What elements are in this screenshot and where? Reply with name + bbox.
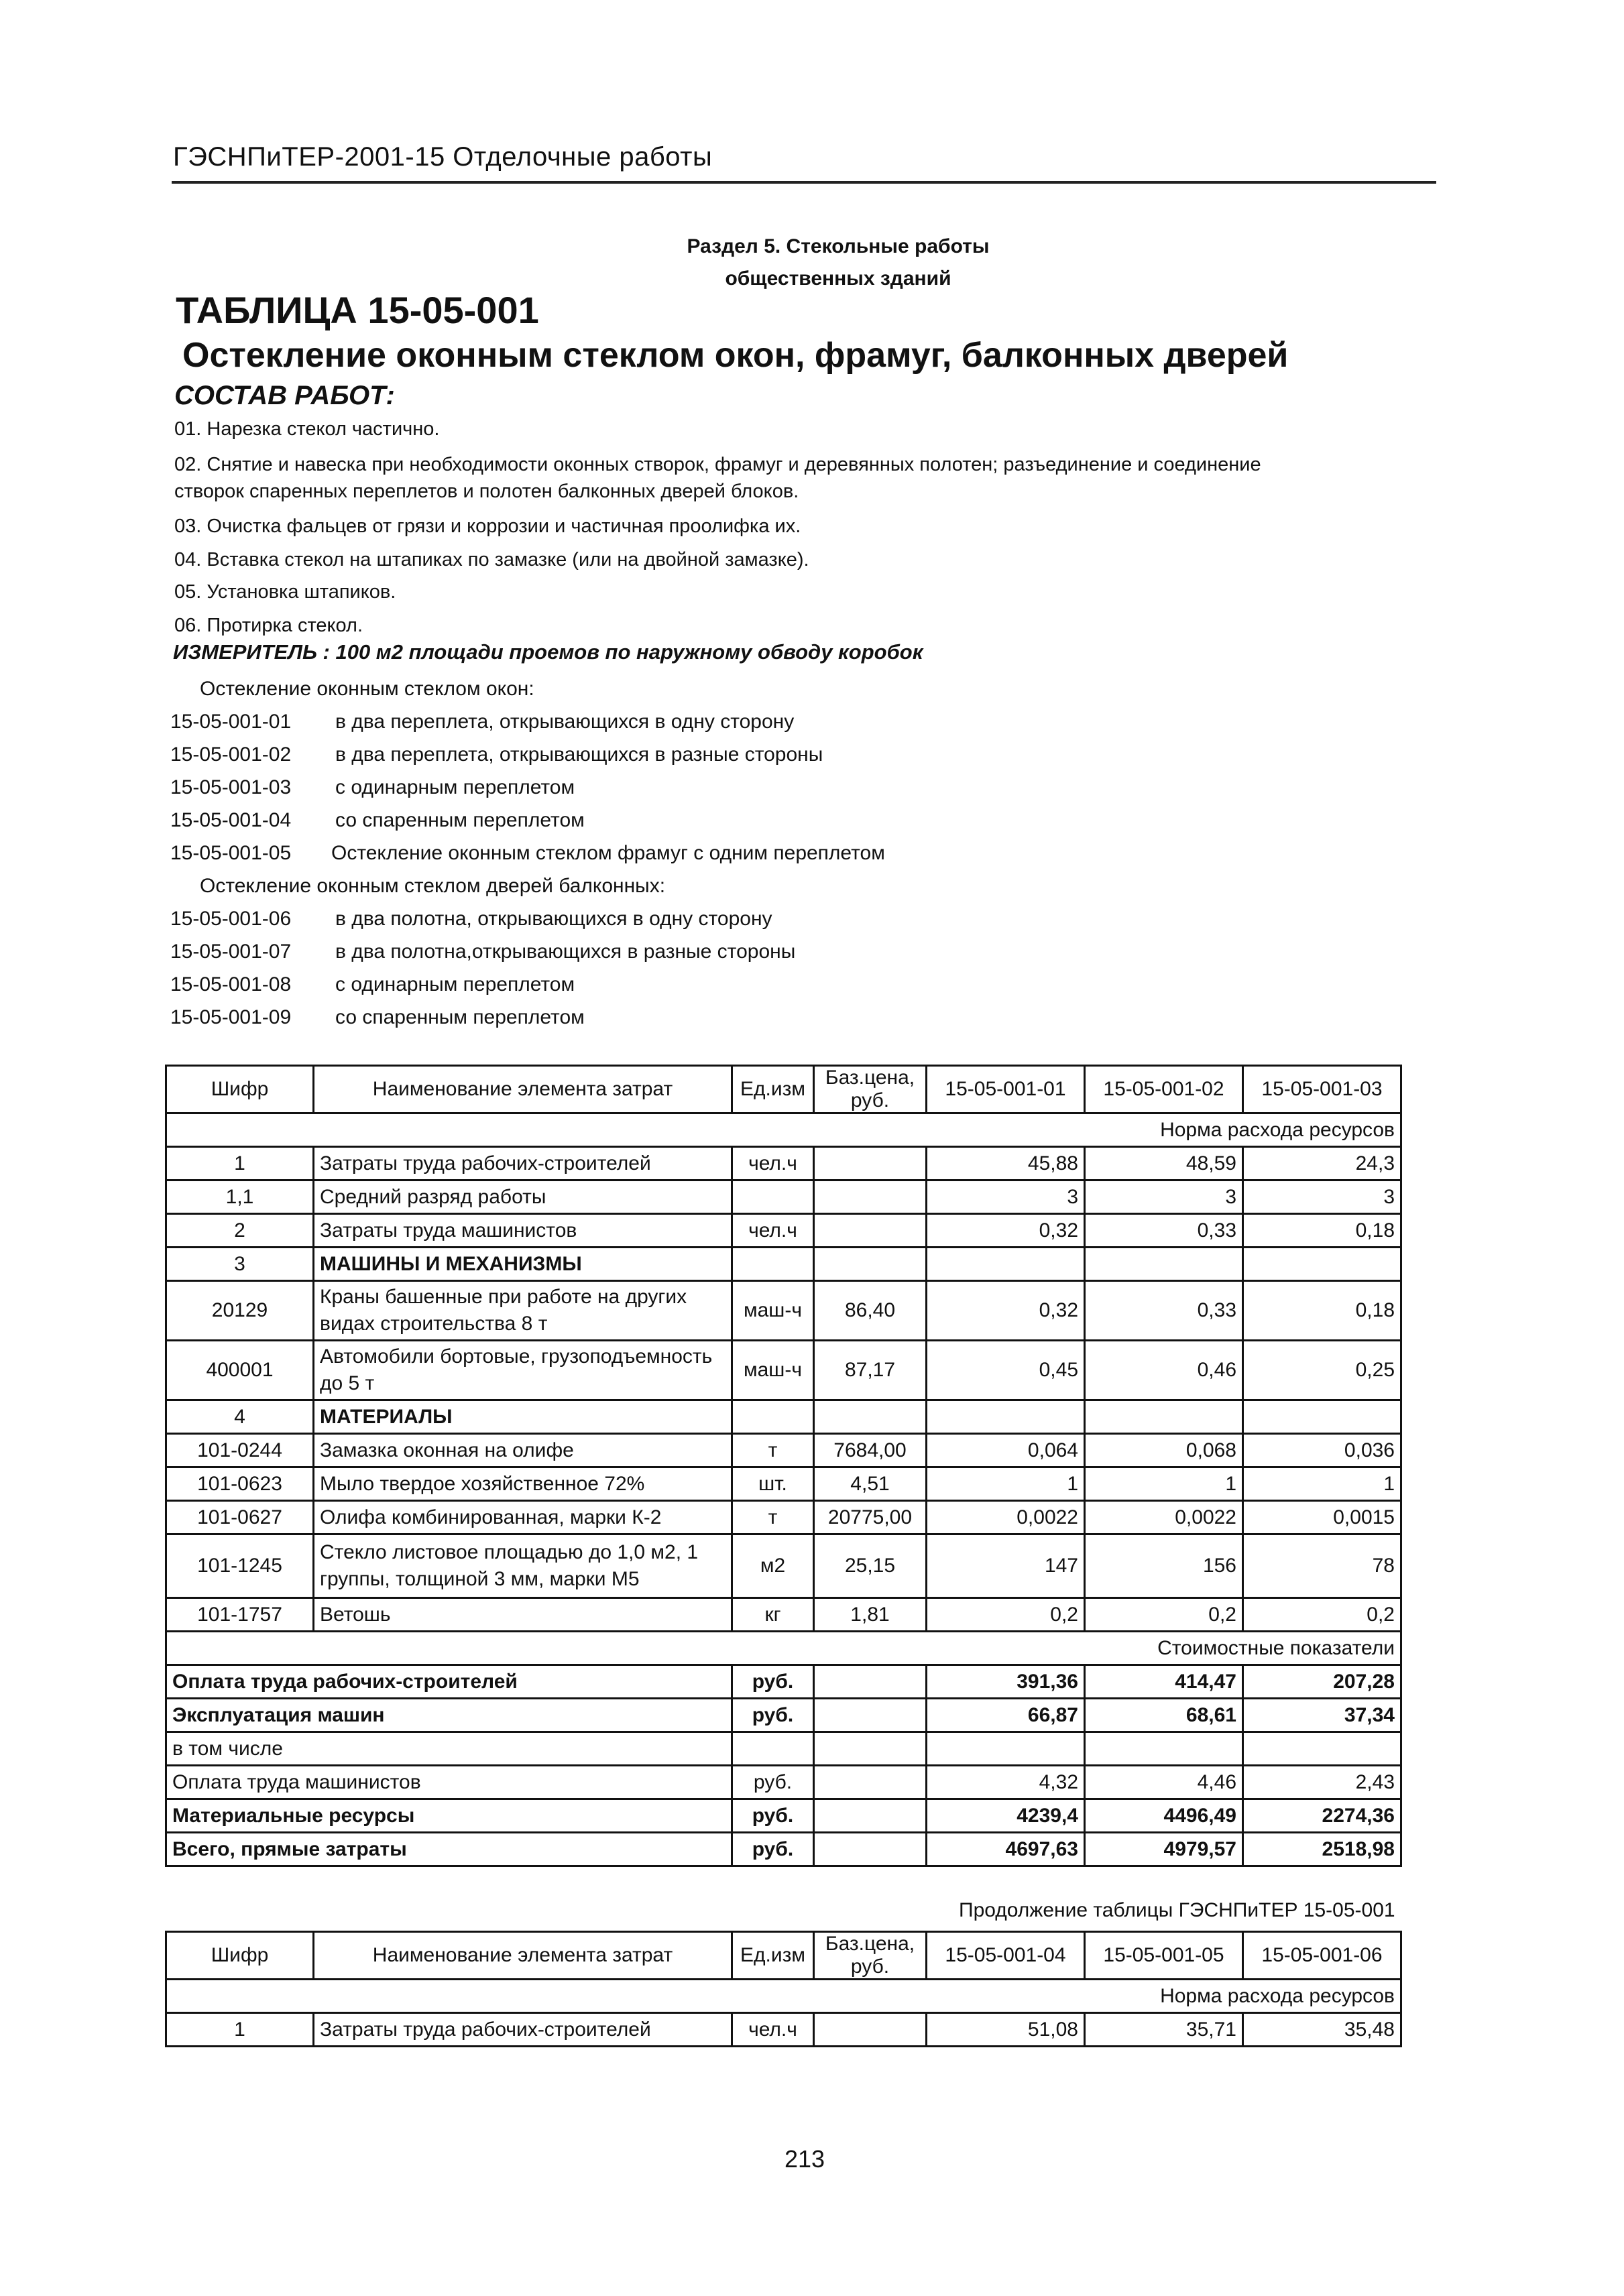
table-continuation-label: Продолжение таблицы ГЭСНПиТЕР 15-05-001 bbox=[959, 1899, 1395, 1921]
norma-label: Норма расхода ресурсов bbox=[166, 1980, 1401, 2013]
cell: 1,1 bbox=[166, 1181, 314, 1214]
table-row bbox=[166, 1400, 1401, 1434]
main-title: Остекление оконным стеклом окон, фрамуг, балконных дверей bbox=[182, 336, 1289, 375]
work-item: 01. Нарезка стекол частично. bbox=[174, 418, 440, 440]
cell: 0,18 bbox=[1243, 1214, 1401, 1248]
item-code: 15-05-001-08 bbox=[170, 973, 292, 995]
cell bbox=[814, 1799, 927, 1833]
table-id: ТАБЛИЦА 15-05-001 bbox=[176, 289, 539, 331]
cell: руб. bbox=[732, 1799, 814, 1833]
header-cell: Ед.изм bbox=[732, 1932, 814, 1980]
table-row bbox=[166, 1248, 1401, 1281]
cell: 2274,36 bbox=[1243, 1799, 1401, 1833]
item-code: 15-05-001-03 bbox=[170, 776, 292, 798]
header-rule bbox=[172, 181, 1436, 184]
cell: Эксплуатация машин bbox=[166, 1699, 732, 1732]
cell: 0,068 bbox=[1085, 1434, 1243, 1467]
section-title bbox=[630, 231, 1046, 295]
group-heading-windows: Остекление оконным стеклом окон: bbox=[200, 678, 534, 700]
cell: 101-1757 bbox=[166, 1598, 314, 1632]
header-cell: Наименование элемента затрат bbox=[314, 1932, 732, 1980]
cell: 4239,4 bbox=[927, 1799, 1085, 1833]
header-cell: Ед.изм bbox=[732, 1066, 814, 1113]
cell: 0,46 bbox=[1085, 1341, 1243, 1400]
cell: руб. bbox=[732, 1833, 814, 1866]
cell: 0,33 bbox=[1085, 1214, 1243, 1248]
cell: Замазка оконная на олифе bbox=[314, 1434, 732, 1467]
table-row bbox=[166, 1467, 1401, 1501]
table-row bbox=[166, 1434, 1401, 1467]
table-row bbox=[166, 1598, 1401, 1632]
cell: 4,32 bbox=[927, 1766, 1085, 1799]
work-item: 04. Вставка стекол на штапиках по замазке (или на двойной замазке). bbox=[174, 549, 809, 570]
header-cell: Наименование элемента затрат bbox=[314, 1066, 732, 1113]
cell: 35,71 bbox=[1085, 2013, 1243, 2047]
work-item: 06. Протирка стекол. bbox=[174, 615, 363, 636]
cell: 0,33 bbox=[1085, 1281, 1243, 1341]
cell bbox=[1085, 1248, 1243, 1281]
cell: кг bbox=[732, 1598, 814, 1632]
cell bbox=[814, 1147, 927, 1181]
work-item: 02. Снятие и навеска при необходимости оконных створок, фрамуг и деревянных полотен; разъединение и соединение bbox=[174, 454, 1261, 475]
cell: 37,34 bbox=[1243, 1699, 1401, 1732]
cell: руб. bbox=[732, 1699, 814, 1732]
cell bbox=[814, 1699, 927, 1732]
item-code: 15-05-001-09 bbox=[170, 1006, 292, 1028]
cell: шт. bbox=[732, 1467, 814, 1501]
cell: 0,2 bbox=[927, 1598, 1085, 1632]
work-item: 03. Очистка фальцев от грязи и коррозии и частичная проолифка их. bbox=[174, 516, 801, 537]
cell bbox=[814, 2013, 927, 2047]
cell: 35,48 bbox=[1243, 2013, 1401, 2047]
cell: маш-ч bbox=[732, 1341, 814, 1400]
cell bbox=[814, 1400, 927, 1434]
cell bbox=[814, 1181, 927, 1214]
cell: Краны башенные при работе на других видах строительства 8 т bbox=[314, 1281, 732, 1341]
cell: 2,43 bbox=[1243, 1766, 1401, 1799]
header-cell: Баз.цена, руб. bbox=[814, 1932, 927, 1980]
cell: руб. bbox=[732, 1766, 814, 1799]
table-row bbox=[166, 1214, 1401, 1248]
cell: 4697,63 bbox=[927, 1833, 1085, 1866]
table-header-row bbox=[166, 1066, 1401, 1113]
cell: 45,88 bbox=[927, 1147, 1085, 1181]
cell bbox=[732, 1181, 814, 1214]
cell: 101-0623 bbox=[166, 1467, 314, 1501]
cell: 0,2 bbox=[1243, 1598, 1401, 1632]
cell: т bbox=[732, 1434, 814, 1467]
cell: 51,08 bbox=[927, 2013, 1085, 2047]
item-desc: в два полотна,открывающихся в разные стороны bbox=[335, 941, 796, 963]
table-row bbox=[166, 2013, 1401, 2047]
cost-row bbox=[166, 1833, 1401, 1866]
cell: 68,61 bbox=[1085, 1699, 1243, 1732]
cell: Затраты труда машинистов bbox=[314, 1214, 732, 1248]
item-code: 15-05-001-04 bbox=[170, 809, 292, 831]
cell: 0,45 bbox=[927, 1341, 1085, 1400]
cell: 66,87 bbox=[927, 1699, 1085, 1732]
item-code: 15-05-001-01 bbox=[170, 711, 292, 733]
item-code: 15-05-001-05 bbox=[170, 842, 292, 864]
cell: 2518,98 bbox=[1243, 1833, 1401, 1866]
cell: 25,15 bbox=[814, 1534, 927, 1598]
cell: 2 bbox=[166, 1214, 314, 1248]
section-title-line1: Раздел 5. Стекольные работы bbox=[687, 235, 990, 257]
cell: чел.ч bbox=[732, 1214, 814, 1248]
cell: 101-1245 bbox=[166, 1534, 314, 1598]
cell: МАШИНЫ И МЕХАНИЗМЫ bbox=[314, 1248, 732, 1281]
table-row bbox=[166, 1147, 1401, 1181]
cell: т bbox=[732, 1501, 814, 1534]
cell: Всего, прямые затраты bbox=[166, 1833, 732, 1866]
cell: Мыло твердое хозяйственное 72% bbox=[314, 1467, 732, 1501]
norma-label: Норма расхода ресурсов bbox=[166, 1113, 1401, 1147]
header-cell: 15-05-001-05 bbox=[1085, 1932, 1243, 1980]
cell: Оплата труда рабочих-строителей bbox=[166, 1665, 732, 1699]
cell bbox=[927, 1248, 1085, 1281]
cost-indicators-row bbox=[166, 1632, 1401, 1665]
section-title-line2: общественных зданий bbox=[725, 267, 951, 290]
cell bbox=[1085, 1400, 1243, 1434]
cell: 0,2 bbox=[1085, 1598, 1243, 1632]
work-item: 05. Установка штапиков. bbox=[174, 581, 396, 603]
cost-row bbox=[166, 1665, 1401, 1699]
continuation-table bbox=[165, 1931, 1402, 2047]
cell: чел.ч bbox=[732, 1147, 814, 1181]
cell bbox=[732, 1732, 814, 1766]
table-header-row bbox=[166, 1932, 1401, 1980]
item-desc: с одинарным переплетом bbox=[335, 973, 575, 995]
cell: руб. bbox=[732, 1665, 814, 1699]
cell bbox=[1243, 1732, 1401, 1766]
item-desc: со спаренным переплетом bbox=[335, 809, 585, 831]
cell: 1 bbox=[166, 1147, 314, 1181]
cell bbox=[814, 1665, 927, 1699]
cell: 391,36 bbox=[927, 1665, 1085, 1699]
cell: 1 bbox=[1243, 1467, 1401, 1501]
item-code: 15-05-001-07 bbox=[170, 941, 292, 963]
cell: Оплата труда машинистов bbox=[166, 1766, 732, 1799]
measure-unit: ИЗМЕРИТЕЛЬ : 100 м2 площади проемов по наружному обводу коробок bbox=[173, 640, 923, 664]
cell: 4 bbox=[166, 1400, 314, 1434]
group-heading-doors: Остекление оконным стеклом дверей балконных: bbox=[200, 875, 666, 897]
running-header: ГЭСНПиТЕР-2001-15 Отделочные работы bbox=[173, 142, 713, 172]
cell bbox=[814, 1214, 927, 1248]
cost-row bbox=[166, 1799, 1401, 1833]
cell: 101-0627 bbox=[166, 1501, 314, 1534]
cell: Автомобили бортовые, грузоподъемность до 5 т bbox=[314, 1341, 732, 1400]
cell: 147 bbox=[927, 1534, 1085, 1598]
header-cell: 15-05-001-04 bbox=[927, 1932, 1085, 1980]
header-cell: 15-05-001-06 bbox=[1243, 1932, 1401, 1980]
cell: 20129 bbox=[166, 1281, 314, 1341]
cell: 207,28 bbox=[1243, 1665, 1401, 1699]
cell: 1 bbox=[927, 1467, 1085, 1501]
cell: 0,036 bbox=[1243, 1434, 1401, 1467]
cell: чел.ч bbox=[732, 2013, 814, 2047]
item-desc: со спаренным переплетом bbox=[335, 1006, 585, 1028]
cell: 0,0015 bbox=[1243, 1501, 1401, 1534]
cell bbox=[732, 1248, 814, 1281]
cell: 4,46 bbox=[1085, 1766, 1243, 1799]
cell: 48,59 bbox=[1085, 1147, 1243, 1181]
cell: Затраты труда рабочих-строителей bbox=[314, 1147, 732, 1181]
cell: Стекло листовое площадью до 1,0 м2, 1 группы, толщиной 3 мм, марки М5 bbox=[314, 1534, 732, 1598]
header-cell: Шифр bbox=[166, 1932, 314, 1980]
item-code: 15-05-001-06 bbox=[170, 908, 292, 930]
cell: 24,3 bbox=[1243, 1147, 1401, 1181]
cost-row bbox=[166, 1766, 1401, 1799]
item-desc: с одинарным переплетом bbox=[335, 776, 575, 798]
cell: 4496,49 bbox=[1085, 1799, 1243, 1833]
cell: 7684,00 bbox=[814, 1434, 927, 1467]
resource-table bbox=[165, 1065, 1402, 1867]
cell bbox=[814, 1766, 927, 1799]
cell: м2 bbox=[732, 1534, 814, 1598]
cell: 0,0022 bbox=[1085, 1501, 1243, 1534]
cell bbox=[814, 1732, 927, 1766]
cell: 4979,57 bbox=[1085, 1833, 1243, 1866]
cell: Затраты труда рабочих-строителей bbox=[314, 2013, 732, 2047]
cell: 0,25 bbox=[1243, 1341, 1401, 1400]
cell bbox=[814, 1833, 927, 1866]
cell: 1,81 bbox=[814, 1598, 927, 1632]
work-item: створок спаренных переплетов и полотен балконных дверей блоков. bbox=[174, 481, 799, 502]
cost-indicators-label: Стоимостные показатели bbox=[166, 1632, 1401, 1665]
cell bbox=[814, 1248, 927, 1281]
cell: Средний разряд работы bbox=[314, 1181, 732, 1214]
cell: 87,17 bbox=[814, 1341, 927, 1400]
table-row bbox=[166, 1534, 1401, 1598]
cell: 101-0244 bbox=[166, 1434, 314, 1467]
table-row bbox=[166, 1181, 1401, 1214]
cell: МАТЕРИАЛЫ bbox=[314, 1400, 732, 1434]
cell: 3 bbox=[166, 1248, 314, 1281]
cell: 4,51 bbox=[814, 1467, 927, 1501]
cell: 0,18 bbox=[1243, 1281, 1401, 1341]
cell: 156 bbox=[1085, 1534, 1243, 1598]
cell bbox=[927, 1732, 1085, 1766]
cell bbox=[927, 1400, 1085, 1434]
header-cell: Баз.цена, руб. bbox=[814, 1066, 927, 1113]
page-number: 213 bbox=[785, 2145, 825, 2173]
norma-row bbox=[166, 1113, 1401, 1147]
cell: 0,0022 bbox=[927, 1501, 1085, 1534]
cost-row bbox=[166, 1699, 1401, 1732]
cell: Олифа комбинированная, марки К-2 bbox=[314, 1501, 732, 1534]
cell bbox=[732, 1400, 814, 1434]
cell: 78 bbox=[1243, 1534, 1401, 1598]
cell: маш-ч bbox=[732, 1281, 814, 1341]
work-composition-label: СОСТАВ РАБОТ: bbox=[174, 381, 395, 410]
cell: 1 bbox=[166, 2013, 314, 2047]
item-desc: Остекление оконным стеклом фрамуг с одним переплетом bbox=[331, 842, 885, 864]
cell: 20775,00 bbox=[814, 1501, 927, 1534]
table-row bbox=[166, 1281, 1401, 1341]
header-cell: 15-05-001-01 bbox=[927, 1066, 1085, 1113]
table-row bbox=[166, 1501, 1401, 1534]
cell: Материальные ресурсы bbox=[166, 1799, 732, 1833]
cell: 86,40 bbox=[814, 1281, 927, 1341]
cell: 414,47 bbox=[1085, 1665, 1243, 1699]
cell: 400001 bbox=[166, 1341, 314, 1400]
cell: 3 bbox=[1085, 1181, 1243, 1214]
cell: 0,32 bbox=[927, 1214, 1085, 1248]
cell bbox=[1085, 1732, 1243, 1766]
cell: 3 bbox=[927, 1181, 1085, 1214]
cost-row bbox=[166, 1732, 1401, 1766]
header-cell: 15-05-001-03 bbox=[1243, 1066, 1401, 1113]
cell: 3 bbox=[1243, 1181, 1401, 1214]
cell bbox=[1243, 1400, 1401, 1434]
cell: Ветошь bbox=[314, 1598, 732, 1632]
cell: 0,064 bbox=[927, 1434, 1085, 1467]
item-desc: в два переплета, открывающихся в одну сторону bbox=[335, 711, 795, 733]
item-code: 15-05-001-02 bbox=[170, 743, 292, 766]
table-row bbox=[166, 1341, 1401, 1400]
item-desc: в два переплета, открывающихся в разные стороны bbox=[335, 743, 823, 766]
cell bbox=[1243, 1248, 1401, 1281]
norma-row bbox=[166, 1980, 1401, 2013]
header-cell: Шифр bbox=[166, 1066, 314, 1113]
item-desc: в два полотна, открывающихся в одну сторону bbox=[335, 908, 772, 930]
header-cell: 15-05-001-02 bbox=[1085, 1066, 1243, 1113]
cell: в том числе bbox=[166, 1732, 732, 1766]
cell: 0,32 bbox=[927, 1281, 1085, 1341]
cell: 1 bbox=[1085, 1467, 1243, 1501]
